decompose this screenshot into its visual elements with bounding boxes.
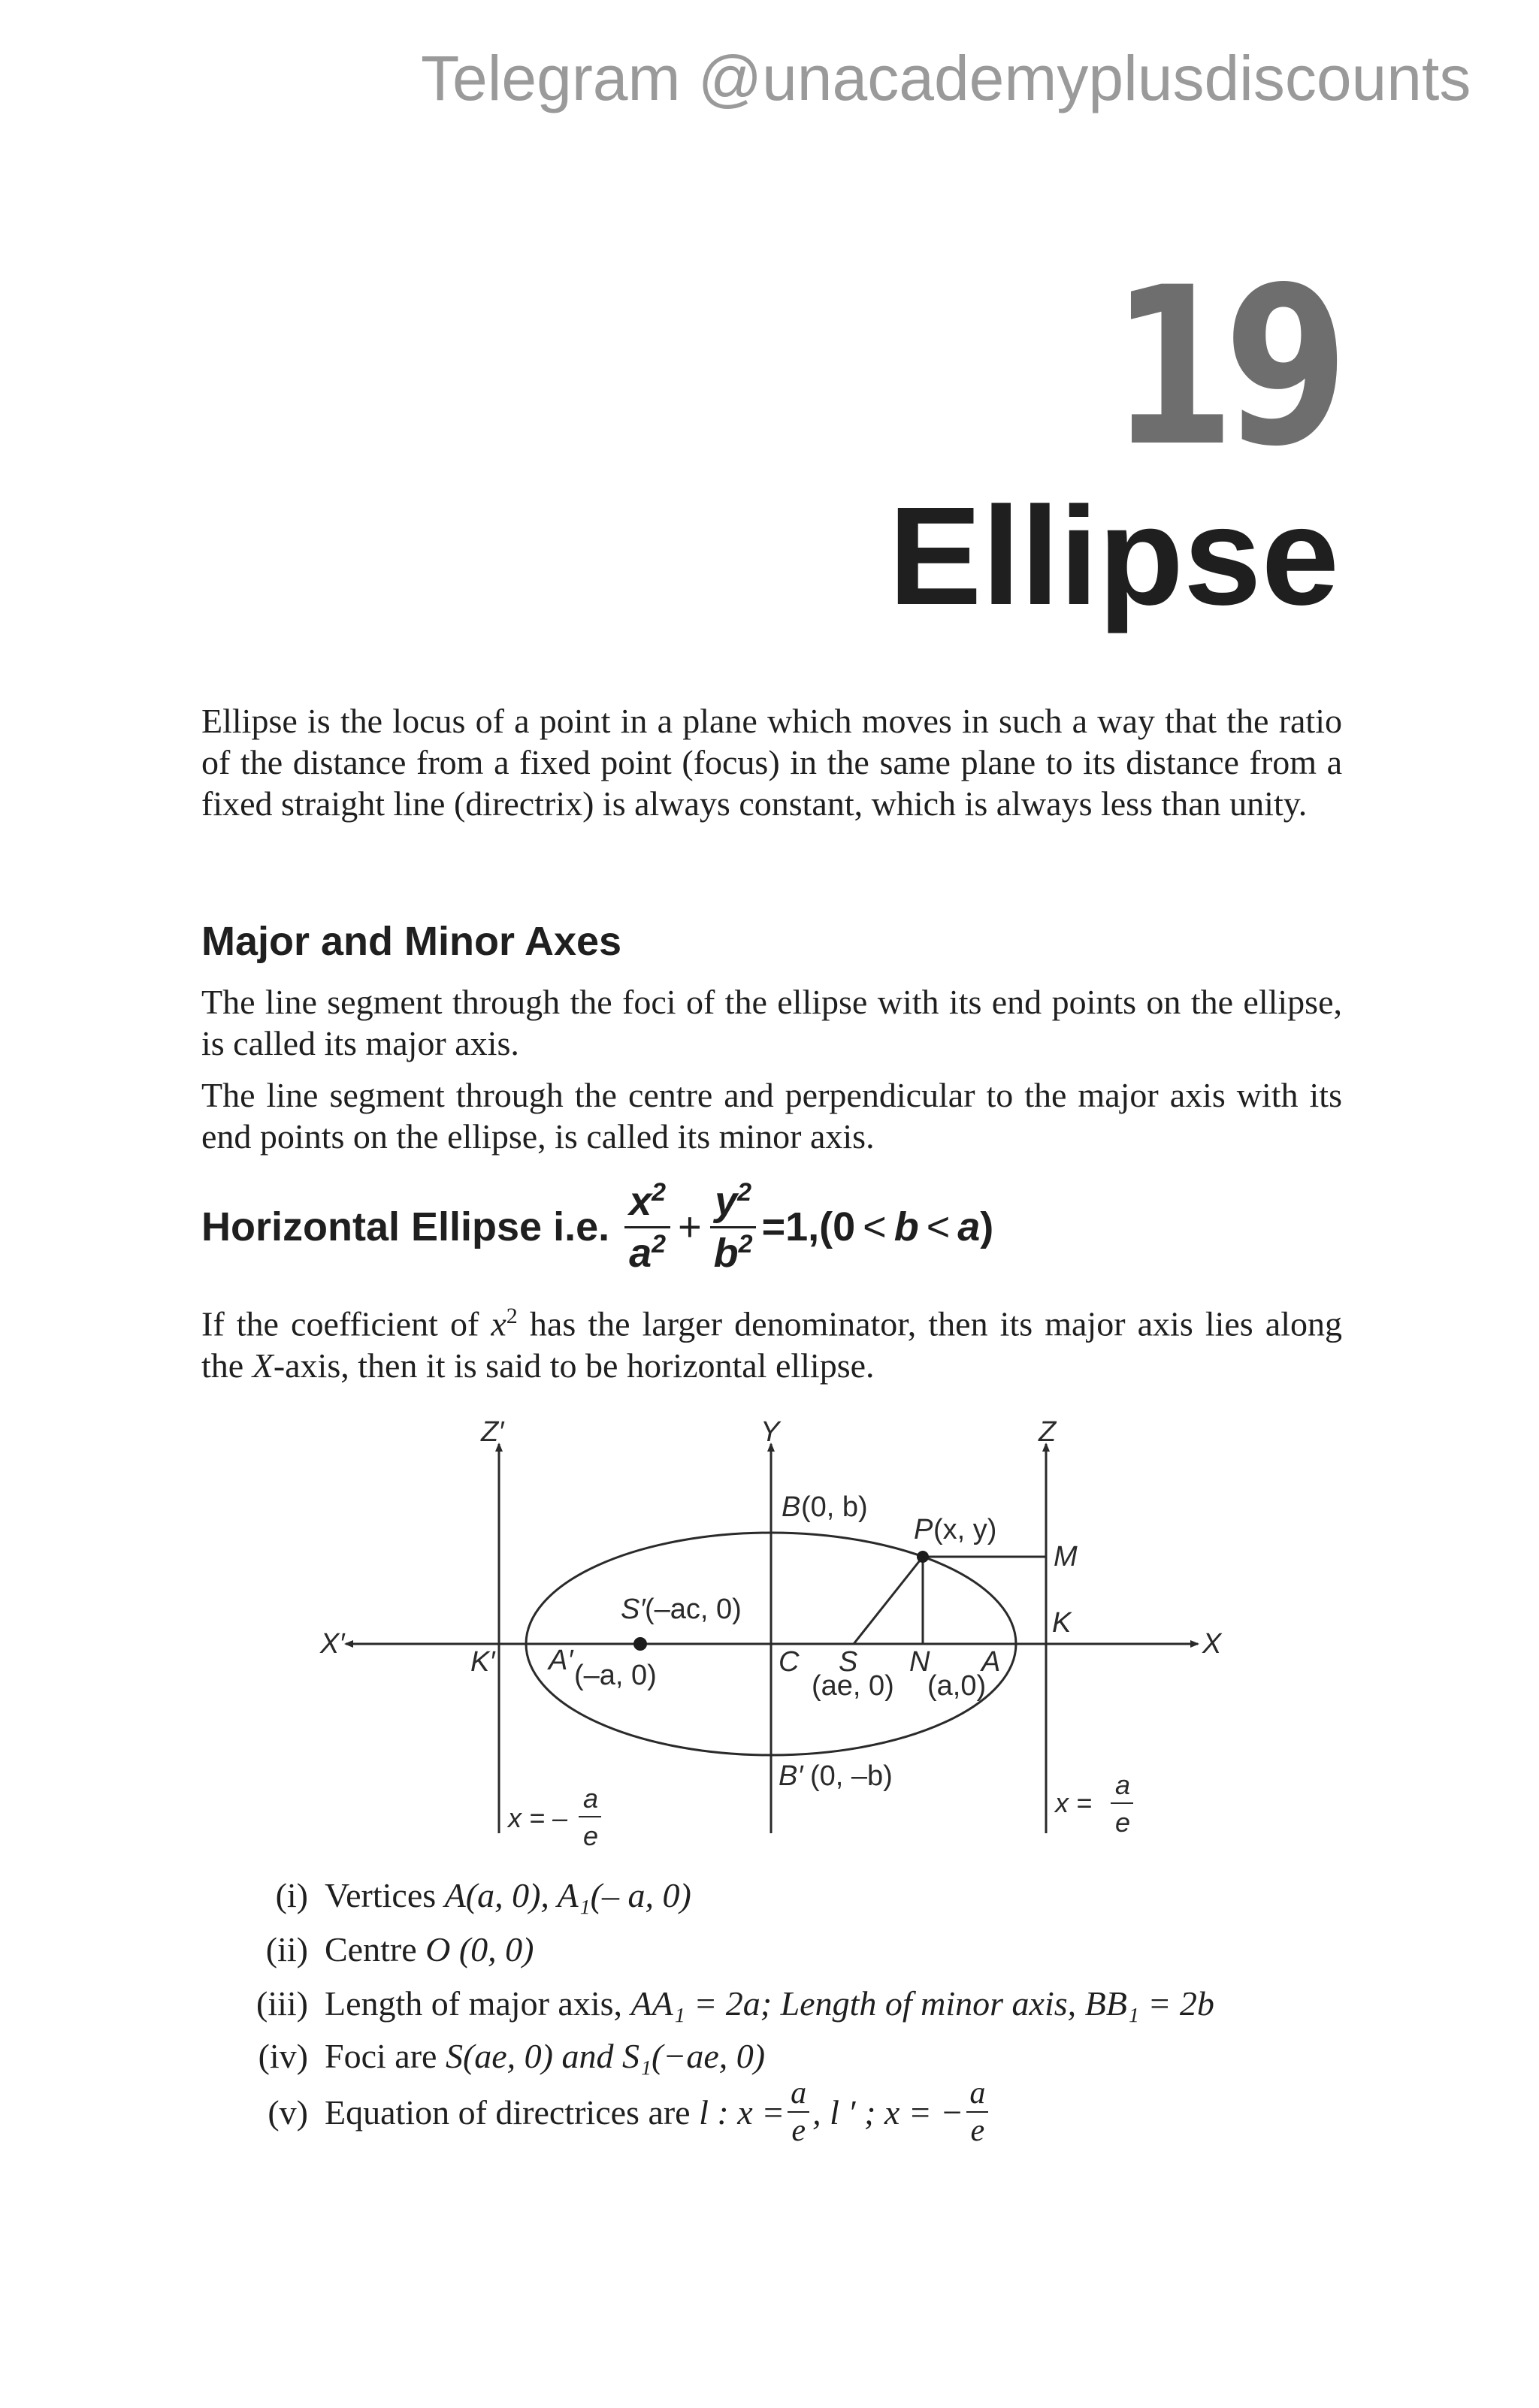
- point-p: [917, 1551, 929, 1563]
- heading-text: Horizontal Ellipse i.e.: [201, 1204, 610, 1250]
- label-a-coord: (a,0): [927, 1670, 987, 1702]
- directrix-fraction-2: $\frac{a}{e}$: [966, 2077, 988, 2147]
- label-b-prime-coord: (0, –b): [810, 1760, 893, 1792]
- property-item: (v) Equation of directrices are l : x = $\frac{a}{e}$ , l ′ ; x = − $\frac{a}{e}$: [201, 2077, 991, 2147]
- watermark: Telegram @unacademyplusdiscounts: [421, 43, 1471, 113]
- property-item: (iv) Foci are S(ae, 0) and S₁(−ae, 0): [258, 2037, 766, 2075]
- major-minor-section: [201, 921, 1342, 1157]
- axes-paragraph-2: The line segment through the centre and perpendicular to the major axis with its end points on the ellipse, is called its minor axis.: [201, 1076, 1342, 1156]
- focal-radius-line: [854, 1557, 923, 1644]
- intro-block: [201, 700, 1342, 824]
- horizontal-ellipse-section: [201, 1180, 1342, 1386]
- left-directrix-num: a: [583, 1783, 599, 1814]
- horizontal-paragraph: If the coefficient of $x^2$ has the larger denominator, then its major axis lies along the X-axis, then it is said to be horizontal ellipse.: [201, 1304, 1343, 1385]
- point-s-prime: [633, 1637, 647, 1651]
- section-heading-horizontal: [201, 1180, 1342, 1274]
- label-z: Z: [1039, 1416, 1057, 1448]
- label-b-prime: B′: [779, 1760, 803, 1792]
- fraction-x: $\frac{x^2}{a^2}$: [624, 1180, 670, 1274]
- label-x-prime: X′: [320, 1628, 345, 1660]
- chapter-title: Ellipse: [888, 479, 1339, 634]
- property-item: (ii) Centre O (0, 0): [265, 1930, 534, 1968]
- axes-paragraph-1: The line segment through the foci of the ellipse with its end points on the ellipse, is called its major axis.: [201, 983, 1342, 1062]
- label-a: A: [981, 1646, 1001, 1678]
- label-s: S: [839, 1646, 858, 1678]
- label-p-coord: (x, y): [933, 1514, 997, 1545]
- label-p: P: [914, 1514, 933, 1545]
- label-m: M: [1054, 1541, 1078, 1573]
- label-a-prime-coord: (–a, 0): [574, 1660, 657, 1691]
- fraction-y: $\frac{y^2}{b^2}$: [709, 1180, 757, 1274]
- label-s-prime: S′: [621, 1594, 646, 1625]
- left-directrix-den: e: [583, 1820, 599, 1851]
- left-directrix-label: x = –: [508, 1802, 568, 1833]
- label-s-coord: (ae, 0): [812, 1670, 894, 1702]
- label-k: K: [1052, 1607, 1072, 1639]
- label-b: B: [782, 1491, 801, 1523]
- right-directrix-den: e: [1115, 1807, 1131, 1838]
- section-heading-axes: Major and Minor Axes: [201, 919, 622, 964]
- label-x: X: [1202, 1628, 1222, 1660]
- label-k-prime: K′: [470, 1646, 495, 1678]
- right-directrix-num: a: [1115, 1769, 1131, 1800]
- label-b-coord: (0, b): [801, 1491, 868, 1523]
- label-y: Y: [760, 1416, 780, 1448]
- chapter-number: 19: [1111, 241, 1338, 494]
- label-z-prime: Z′: [481, 1416, 504, 1448]
- directrix-fraction: $\frac{a}{e}$: [788, 2077, 809, 2147]
- intro-paragraph: Ellipse is the locus of a point in a plane which moves in such a way that the ratio of the distance from a fixed point (focus) in the same plane to its distance from a fixed straight line (directrix) is always constant, which is always less than unity.: [201, 702, 1342, 823]
- right-directrix-label: x =: [1055, 1787, 1093, 1818]
- property-item: (i) Vertices A(a, 0), A₁(– a, 0): [275, 1876, 691, 1914]
- label-a-prime: A′: [549, 1645, 573, 1676]
- ellipse-equation: $\frac{x^2}{a^2}$ + $\frac{y^2}{b^2}$ =1, (0 < b < a ): [620, 1180, 993, 1274]
- label-n: N: [909, 1646, 930, 1678]
- property-item: (iii) Length of major axis, AA₁ = 2a; Length of minor axis, BB₁ = 2b: [256, 1984, 1214, 2023]
- label-s-prime-coord: (–ac, 0): [645, 1594, 742, 1625]
- label-c: C: [779, 1646, 800, 1678]
- ellipse-diagram: [0, 1397, 1539, 1863]
